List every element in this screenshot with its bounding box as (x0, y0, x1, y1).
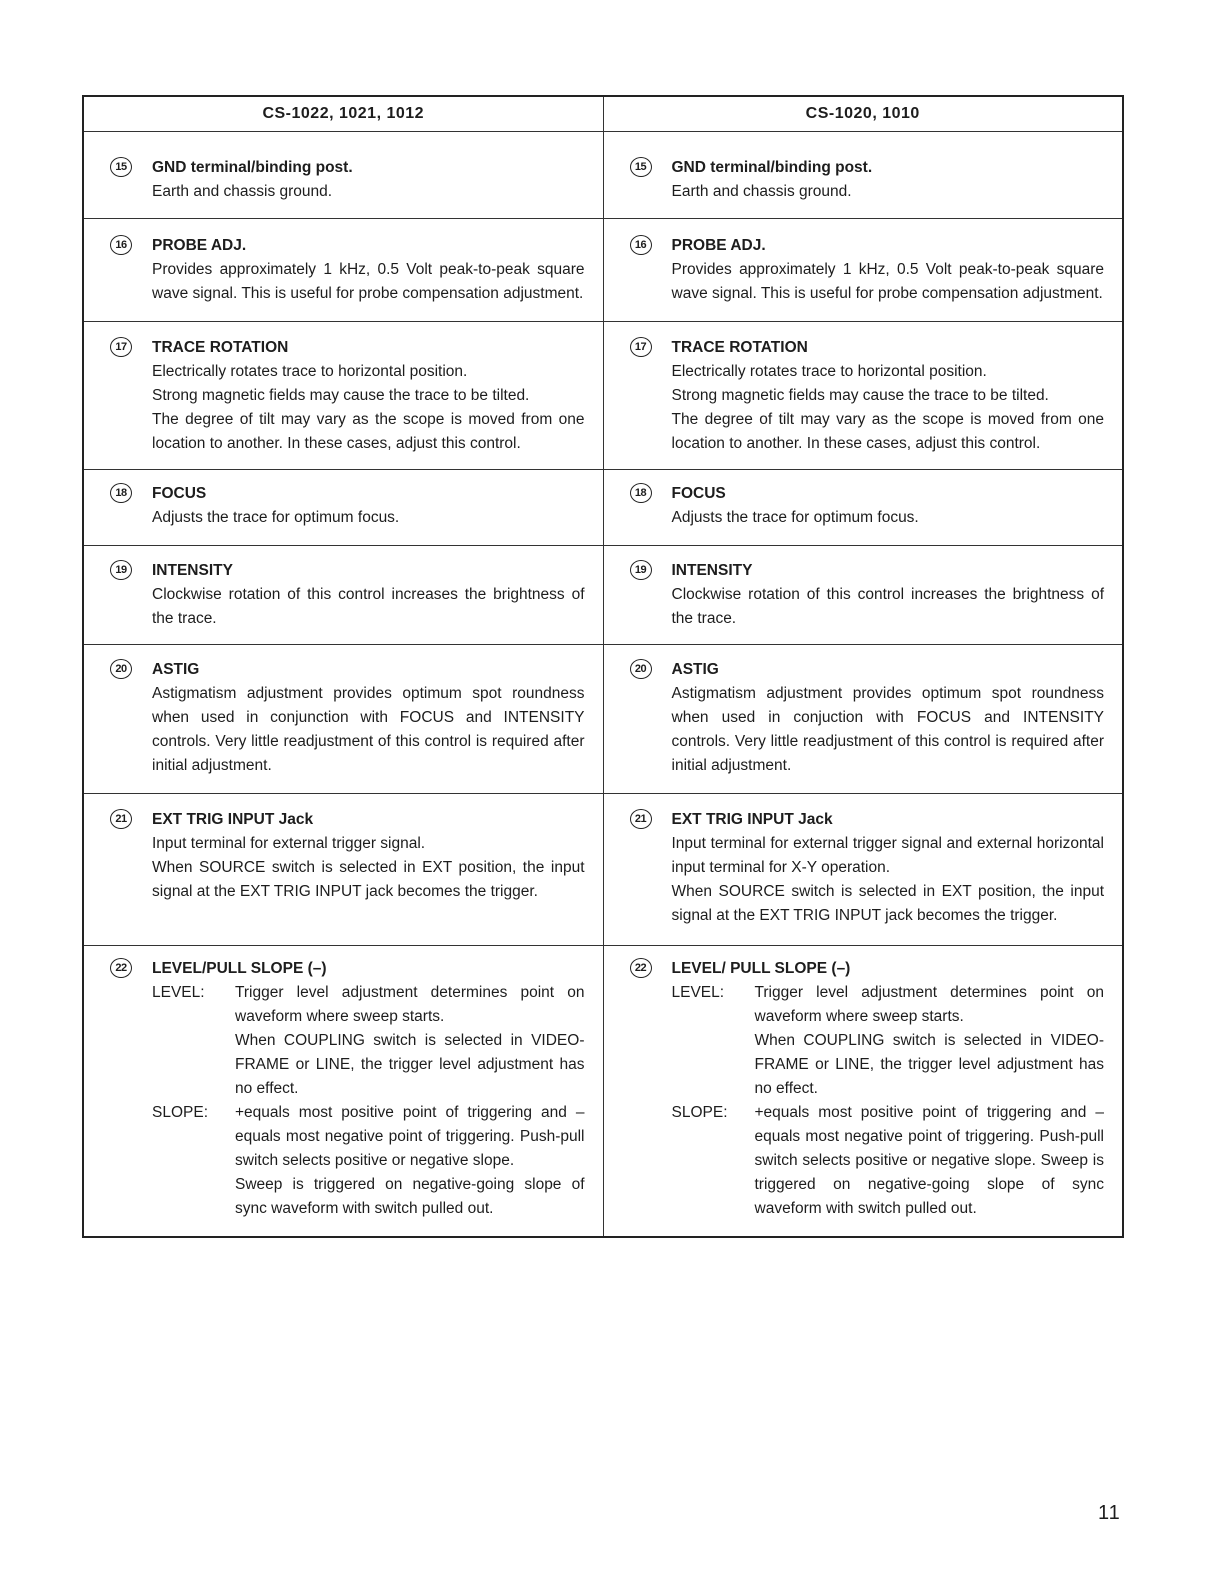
table-cell-left (83, 132, 603, 219)
level-description (755, 981, 1105, 1101)
entry-body (152, 559, 585, 631)
table-cell-left (83, 470, 603, 546)
entry (604, 156, 1123, 204)
table-row (83, 470, 1123, 546)
item-title: FOCUS (671, 485, 726, 502)
item-title: EXT TRIG INPUT Jack (152, 811, 314, 828)
table-row (83, 645, 1123, 794)
item-number-circle: 17 (110, 337, 132, 357)
item-paragraph: Input terminal for external trigger signal and external horizontal input terminal for X-Y operation. (671, 835, 1104, 876)
table-cell-left (83, 794, 603, 946)
item-paragraph: Clockwise rotation of this control increases the brightness of the trace. (671, 586, 1104, 627)
table-cell-right (603, 794, 1123, 946)
entry (84, 957, 603, 1221)
table-row (83, 794, 1123, 946)
entry-body (672, 559, 1105, 631)
item-number-circle: 16 (110, 235, 132, 255)
item-title: LEVEL/PULL SLOPE (–) (152, 960, 327, 977)
item-paragraph: Clockwise rotation of this control increases the brightness of the trace. (152, 586, 585, 627)
entry-body (152, 658, 585, 778)
table-row (83, 946, 1123, 1238)
item-number-circle: 21 (110, 809, 132, 829)
level-term: LEVEL: (152, 984, 205, 1001)
table-cell-left (83, 546, 603, 645)
item-paragraph: When SOURCE switch is selected in EXT position, the input signal at the EXT TRIG INPUT jack becomes the trigger. (152, 859, 585, 900)
entry-body (152, 808, 585, 904)
item-paragraph: Astigmatism adjustment provides optimum spot roundness when used in conjunction with FOCUS and INTENSITY controls. Very little readjustment of this control is required after initial adjustment. (152, 685, 585, 774)
item-number-circle: 19 (630, 560, 652, 580)
entry (84, 234, 603, 306)
item-title: TRACE ROTATION (671, 339, 808, 356)
item-paragraph: Astigmatism adjustment provides optimum spot roundness when used in conjuction with FOCUS and INTENSITY controls. Very little readjustment of this control is required after initial adjustment. (671, 685, 1104, 774)
entry-body (672, 658, 1105, 778)
slope-definition (152, 1101, 585, 1221)
description-paragraph: When COUPLING switch is selected in VIDEO-FRAME or LINE, the trigger level adjustment has no effect. (235, 1032, 585, 1097)
entry (84, 156, 603, 204)
item-number-circle: 18 (630, 483, 652, 503)
table-cell-right (603, 322, 1123, 470)
entry (604, 482, 1123, 530)
table-row (83, 322, 1123, 470)
entry (84, 336, 603, 456)
item-paragraph: The degree of tilt may vary as the scope is moved from one location to another. In these cases, adjust this control. (152, 411, 585, 452)
description-paragraph: When COUPLING switch is selected in VIDEO-FRAME or LINE, the trigger level adjustment has no effect. (754, 1032, 1104, 1097)
table-cell-right (603, 132, 1123, 219)
item-title: ASTIG (671, 661, 719, 678)
item-paragraph: Provides approximately 1 kHz, 0.5 Volt peak-to-peak square wave signal. This is useful for probe compensation adjustment. (152, 261, 585, 302)
table-cell-right (603, 645, 1123, 794)
table-body (83, 132, 1123, 1238)
entry (604, 808, 1123, 928)
description-paragraph: +equals most positive point of triggering and –equals most negative point of triggering. Push-pull switch selects positive or negative slope. (235, 1104, 585, 1169)
item-title: INTENSITY (152, 562, 233, 579)
entry-body (672, 336, 1105, 456)
entry-body (152, 482, 585, 530)
item-title: GND terminal/binding post. (671, 159, 873, 176)
slope-description (755, 1101, 1105, 1221)
table-cell-left (83, 645, 603, 794)
item-title: EXT TRIG INPUT Jack (671, 811, 833, 828)
item-number-circle: 19 (110, 560, 132, 580)
entry (604, 234, 1123, 306)
item-title: TRACE ROTATION (152, 339, 289, 356)
entry (604, 957, 1123, 1221)
item-paragraph: When SOURCE switch is selected in EXT position, the input signal at the EXT TRIG INPUT jack becomes the trigger. (671, 883, 1104, 924)
item-number-circle: 17 (630, 337, 652, 357)
item-title: ASTIG (152, 661, 200, 678)
table-cell-left (83, 946, 603, 1238)
entry-body (672, 156, 1105, 204)
table-cell-right (603, 946, 1123, 1238)
entry-body (152, 156, 585, 204)
level-definition (152, 981, 585, 1101)
entry-body (672, 808, 1105, 928)
level-definition (672, 981, 1105, 1101)
slope-description (235, 1101, 585, 1221)
header-row (83, 96, 1123, 132)
level-description (235, 981, 585, 1101)
item-title: INTENSITY (671, 562, 753, 579)
item-number-circle: 22 (630, 958, 652, 978)
item-paragraph: Earth and chassis ground. (671, 183, 852, 200)
item-number-circle: 22 (110, 958, 132, 978)
item-paragraph: Adjusts the trace for optimum focus. (671, 509, 919, 526)
item-paragraph: Provides approximately 1 kHz, 0.5 Volt peak-to-peak square wave signal. This is useful for probe compensation adjustment. (671, 261, 1104, 302)
page-number: 11 (1098, 1502, 1121, 1524)
entry (84, 658, 603, 778)
header-right: CS-1020, 1010 (603, 96, 1123, 132)
entry-body (152, 234, 585, 306)
entry (84, 808, 603, 904)
table-row (83, 546, 1123, 645)
description-paragraph: +equals most positive point of triggering and –equals most negative point of triggering. Push-pull switch selects positive or negative slope. Sweep is triggered on negative-going slope of sync waveform with switch pulled out. (754, 1104, 1104, 1217)
spec-table (82, 95, 1124, 1238)
item-paragraph: Input terminal for external trigger signal. (152, 835, 426, 852)
table-cell-right (603, 219, 1123, 322)
entry (84, 559, 603, 631)
table-row (83, 132, 1123, 219)
item-paragraph: Strong magnetic fields may cause the trace to be tilted. (152, 387, 530, 404)
item-number-circle: 20 (630, 659, 652, 679)
header-left: CS-1022, 1021, 1012 (83, 96, 603, 132)
item-title: PROBE ADJ. (152, 237, 247, 254)
entry (604, 336, 1123, 456)
entry-body (672, 482, 1105, 530)
slope-definition (672, 1101, 1105, 1221)
item-paragraph: Electrically rotates trace to horizontal position. (152, 363, 468, 380)
entry-body (672, 957, 1105, 1221)
slope-term: SLOPE: (152, 1104, 208, 1121)
item-paragraph: Electrically rotates trace to horizontal position. (671, 363, 987, 380)
item-paragraph: Strong magnetic fields may cause the trace to be tilted. (671, 387, 1049, 404)
item-title: PROBE ADJ. (671, 237, 766, 254)
item-number-circle: 21 (630, 809, 652, 829)
table-row (83, 219, 1123, 322)
item-paragraph: Earth and chassis ground. (152, 183, 333, 200)
item-title: FOCUS (152, 485, 207, 502)
description-paragraph: Sweep is triggered on negative-going slope of sync waveform with switch pulled out. (235, 1176, 585, 1217)
item-number-circle: 20 (110, 659, 132, 679)
item-number-circle: 18 (110, 483, 132, 503)
entry-body (152, 957, 585, 1221)
item-number-circle: 16 (630, 235, 652, 255)
item-title: GND terminal/binding post. (152, 159, 353, 176)
level-term: LEVEL: (671, 984, 725, 1001)
entry (604, 559, 1123, 631)
item-paragraph: Adjusts the trace for optimum focus. (152, 509, 400, 526)
table-cell-left (83, 322, 603, 470)
table-cell-right (603, 470, 1123, 546)
item-number-circle: 15 (110, 157, 132, 177)
entry (604, 658, 1123, 778)
table-cell-right (603, 546, 1123, 645)
entry-body (152, 336, 585, 456)
table-cell-left (83, 219, 603, 322)
description-paragraph: Trigger level adjustment determines point on waveform where sweep starts. (235, 984, 585, 1025)
entry-body (672, 234, 1105, 306)
slope-term: SLOPE: (671, 1104, 728, 1121)
item-title: LEVEL/ PULL SLOPE (–) (671, 960, 851, 977)
item-number-circle: 15 (630, 157, 652, 177)
item-paragraph: The degree of tilt may vary as the scope is moved from one location to another. In these cases, adjust this control. (671, 411, 1104, 452)
entry (84, 482, 603, 530)
description-paragraph: Trigger level adjustment determines point on waveform where sweep starts. (754, 984, 1104, 1025)
